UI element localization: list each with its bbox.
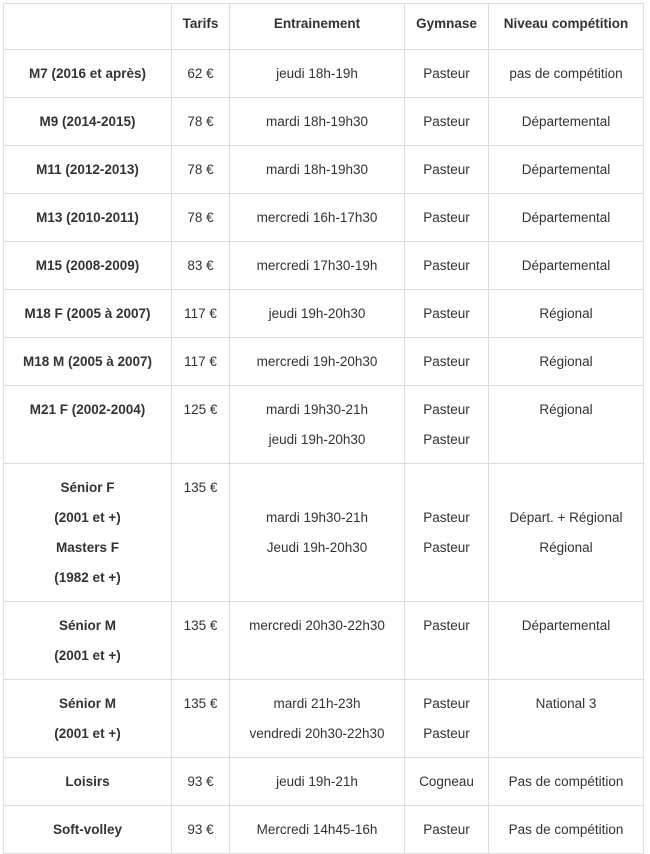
training-cell-line: mardi 18h-19h30 <box>265 162 369 177</box>
gym-cell-line: Pasteur <box>423 822 470 837</box>
gym-cell <box>405 386 489 464</box>
gym-cell <box>405 806 489 854</box>
gym-cell-line: Pasteur <box>423 432 470 447</box>
table-row <box>4 290 644 338</box>
category-cell <box>4 602 172 680</box>
level-cell <box>489 146 644 194</box>
table-row <box>4 146 644 194</box>
header-gymnase: Gymnase <box>405 4 489 50</box>
table-row <box>4 194 644 242</box>
gym-cell <box>405 464 489 602</box>
training-cell <box>230 758 405 806</box>
level-cell <box>489 194 644 242</box>
club-fees-table <box>3 3 644 854</box>
header-entrainement: Entrainement <box>230 4 405 50</box>
level-cell-line: Régional <box>539 306 593 321</box>
price-cell: 117 € <box>172 290 230 338</box>
header-tarifs: Tarifs <box>172 4 230 50</box>
gym-cell <box>405 242 489 290</box>
level-cell-line: Départemental <box>521 618 611 633</box>
gym-cell-line: Pasteur <box>423 696 470 711</box>
price-cell: 135 € <box>172 464 230 602</box>
training-cell-line: jeudi 18h-19h <box>276 66 358 81</box>
level-cell-line <box>495 473 637 503</box>
level-cell-line: Régional <box>539 540 593 555</box>
training-cell <box>230 680 405 758</box>
level-cell <box>489 680 644 758</box>
category-cell-line: M15 (2008-2009) <box>35 258 140 273</box>
price-cell: 78 € <box>172 146 230 194</box>
category-cell-line: M11 (2012-2013) <box>36 162 139 177</box>
level-cell-line: Départemental <box>521 210 611 225</box>
gym-cell-line <box>411 473 482 503</box>
gym-cell-line: Pasteur <box>423 618 470 633</box>
header-category <box>4 4 172 50</box>
training-cell-line: jeudi 19h-21h <box>276 774 358 789</box>
table-row <box>4 98 644 146</box>
price-cell: 78 € <box>172 194 230 242</box>
category-cell-line: M9 (2014-2015) <box>39 114 136 129</box>
gym-cell-line: Cogneau <box>419 774 474 789</box>
training-cell <box>230 98 405 146</box>
gym-cell-line: Pasteur <box>423 402 470 417</box>
category-cell-line: M18 F (2005 à 2007) <box>24 306 151 321</box>
category-cell <box>4 386 172 464</box>
level-cell-line: Pas de compétition <box>508 822 624 837</box>
level-cell <box>489 242 644 290</box>
category-cell-line: M21 F (2002-2004) <box>29 402 146 417</box>
level-cell-line: Départ. + Régional <box>509 510 623 525</box>
gym-cell-line: Pasteur <box>423 210 470 225</box>
training-cell-line: mercredi 16h-17h30 <box>256 210 378 225</box>
level-cell-line: Départemental <box>521 258 611 273</box>
price-cell: 135 € <box>172 680 230 758</box>
gym-cell-line: Pasteur <box>423 162 470 177</box>
gym-cell-line: Pasteur <box>423 66 470 81</box>
level-cell <box>489 50 644 98</box>
header-row <box>4 4 644 50</box>
gym-cell-line: Pasteur <box>423 510 470 525</box>
table-row <box>4 464 644 602</box>
gym-cell-line: Pasteur <box>423 306 470 321</box>
gym-cell-line: Pasteur <box>423 726 470 741</box>
gym-cell <box>405 50 489 98</box>
price-cell: 117 € <box>172 338 230 386</box>
table-row <box>4 386 644 464</box>
category-cell <box>4 806 172 854</box>
training-cell <box>230 464 405 602</box>
training-cell <box>230 290 405 338</box>
training-cell <box>230 602 405 680</box>
table-row <box>4 758 644 806</box>
category-cell <box>4 242 172 290</box>
level-cell-line: pas de compétition <box>509 66 623 81</box>
training-cell-line: mardi 21h-23h <box>273 696 361 711</box>
training-cell-line: jeudi 19h-20h30 <box>268 432 366 447</box>
level-cell-line: Départemental <box>521 162 611 177</box>
table-row <box>4 338 644 386</box>
training-cell-line: mercredi 17h30-19h <box>256 258 378 273</box>
training-cell-line: mardi 19h30-21h <box>265 510 369 525</box>
category-cell-line: Loisirs <box>65 774 110 789</box>
category-cell-line: (2001 et +) <box>54 726 121 741</box>
level-cell <box>489 386 644 464</box>
training-cell-line: jeudi 19h-20h30 <box>268 306 366 321</box>
header-niveau: Niveau compétition <box>489 4 644 50</box>
gym-cell-line: Pasteur <box>423 258 470 273</box>
gym-cell <box>405 602 489 680</box>
price-cell: 93 € <box>172 806 230 854</box>
price-cell: 83 € <box>172 242 230 290</box>
category-cell <box>4 338 172 386</box>
gym-cell <box>405 194 489 242</box>
category-cell-line: (2001 et +) <box>54 510 121 525</box>
table-row <box>4 680 644 758</box>
training-cell-line: mardi 19h30-21h <box>265 402 369 417</box>
price-cell: 135 € <box>172 602 230 680</box>
level-cell <box>489 806 644 854</box>
level-cell-line: Pas de compétition <box>508 774 624 789</box>
training-cell <box>230 242 405 290</box>
price-cell: 93 € <box>172 758 230 806</box>
level-cell <box>489 464 644 602</box>
gym-cell <box>405 290 489 338</box>
category-cell-line: M13 (2010-2011) <box>36 210 139 225</box>
training-cell <box>230 338 405 386</box>
training-cell-line: mardi 18h-19h30 <box>265 114 369 129</box>
level-cell-line: Régional <box>539 354 593 369</box>
category-cell <box>4 680 172 758</box>
category-cell <box>4 98 172 146</box>
training-cell <box>230 50 405 98</box>
category-cell-line: Sénior F <box>60 480 115 495</box>
price-cell: 125 € <box>172 386 230 464</box>
price-cell: 62 € <box>172 50 230 98</box>
level-cell <box>489 758 644 806</box>
category-cell <box>4 50 172 98</box>
level-cell-line: National 3 <box>535 696 597 711</box>
training-cell-line <box>236 473 398 503</box>
gym-cell <box>405 98 489 146</box>
gym-cell-line: Pasteur <box>423 114 470 129</box>
table-row <box>4 242 644 290</box>
level-cell-line: Départemental <box>521 114 611 129</box>
category-cell <box>4 758 172 806</box>
category-cell-line: M7 (2016 et après) <box>28 66 147 81</box>
training-cell-line: Jeudi 19h-20h30 <box>266 540 368 555</box>
training-cell-line: mercredi 20h30-22h30 <box>249 618 385 633</box>
training-cell <box>230 146 405 194</box>
level-cell <box>489 98 644 146</box>
training-cell <box>230 194 405 242</box>
gym-cell-line: Pasteur <box>423 540 470 555</box>
category-cell <box>4 290 172 338</box>
level-cell <box>489 338 644 386</box>
training-cell-line: Mercredi 14h45-16h <box>256 822 378 837</box>
level-cell <box>489 290 644 338</box>
category-cell-line: Masters F <box>55 540 120 555</box>
table-row <box>4 806 644 854</box>
category-cell-line: (2001 et +) <box>54 648 121 663</box>
table-row <box>4 602 644 680</box>
level-cell <box>489 602 644 680</box>
training-cell-line: vendredi 20h30-22h30 <box>249 726 385 741</box>
category-cell <box>4 464 172 602</box>
gym-cell <box>405 338 489 386</box>
category-cell <box>4 194 172 242</box>
training-cell <box>230 386 405 464</box>
table-row <box>4 50 644 98</box>
gym-cell <box>405 758 489 806</box>
gym-cell-line: Pasteur <box>423 354 470 369</box>
gym-cell <box>405 680 489 758</box>
gym-cell <box>405 146 489 194</box>
category-cell-line: M18 M (2005 à 2007) <box>22 354 153 369</box>
category-cell-line: Soft-volley <box>52 822 122 837</box>
category-cell-line: Sénior M <box>58 618 116 633</box>
category-cell-line: (1982 et +) <box>54 570 121 585</box>
price-cell: 78 € <box>172 98 230 146</box>
level-cell-line: Régional <box>539 402 593 417</box>
training-cell <box>230 806 405 854</box>
training-cell-line: mercredi 19h-20h30 <box>256 354 378 369</box>
category-cell-line: Sénior M <box>58 696 116 711</box>
category-cell <box>4 146 172 194</box>
